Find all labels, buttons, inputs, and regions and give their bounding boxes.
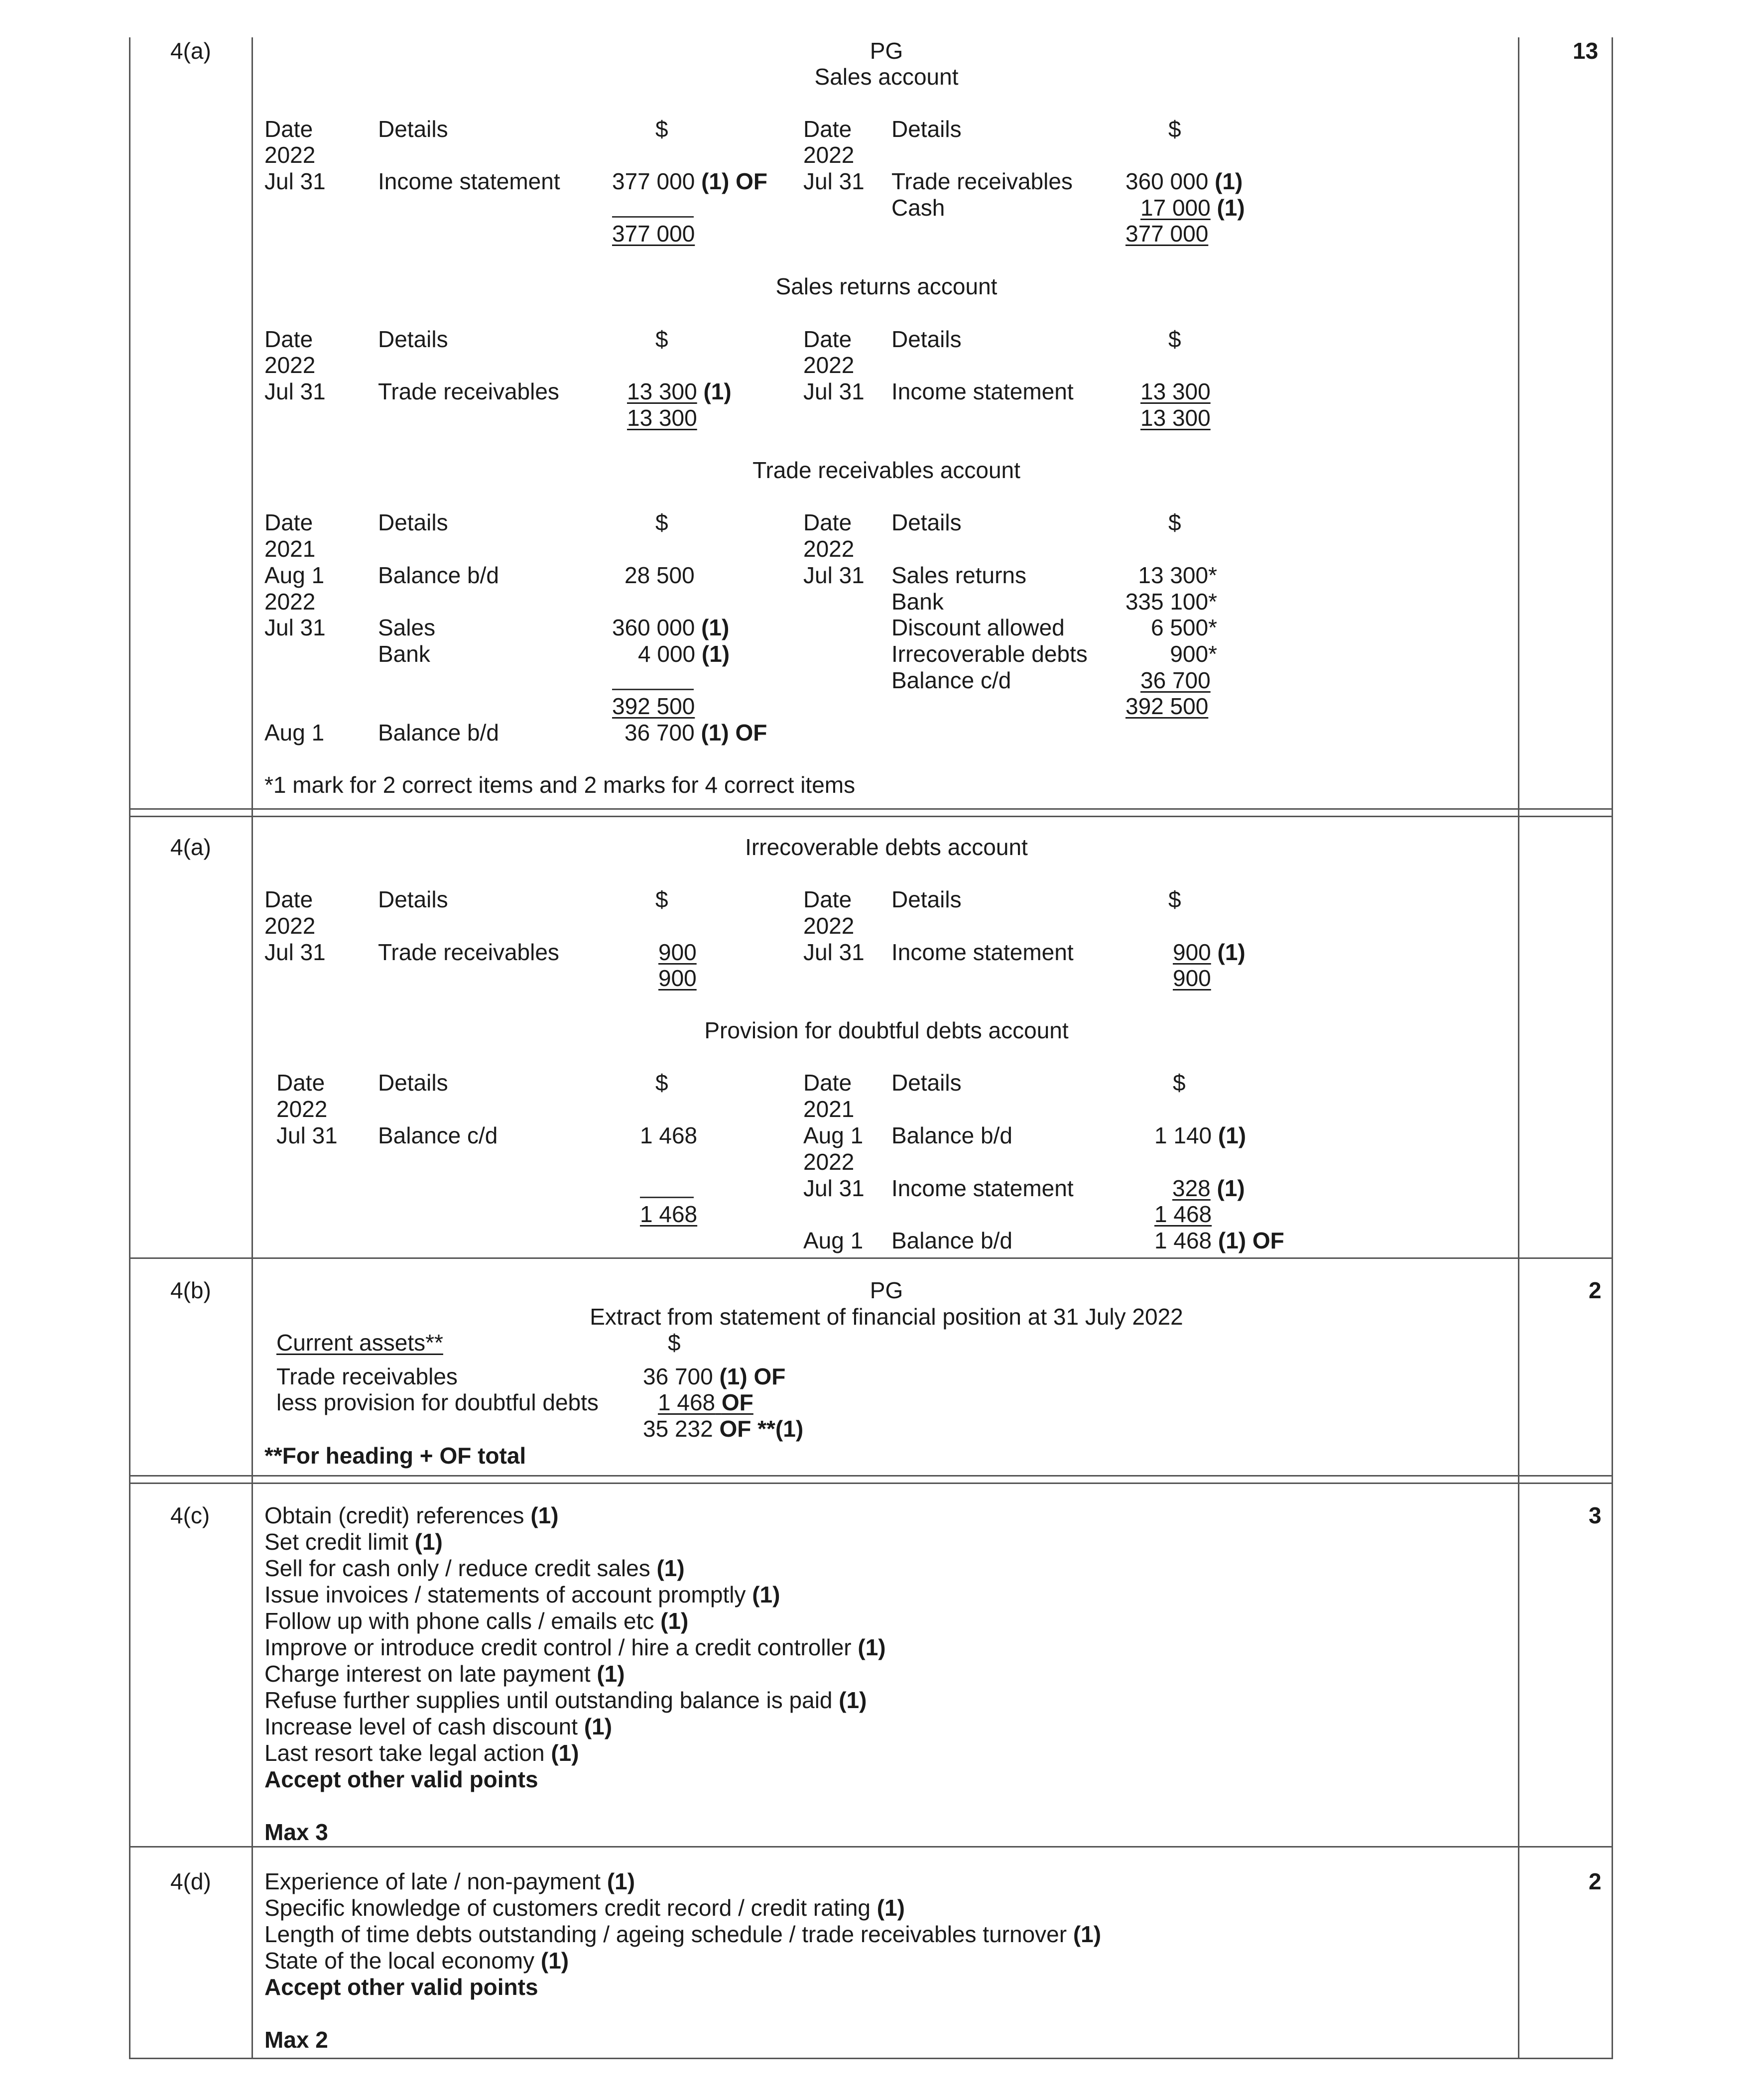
line-label: less provision for doubtful debts	[276, 1389, 599, 1415]
mark-annotation: (1)	[530, 1502, 559, 1528]
col-date-header: Date	[803, 509, 852, 535]
year-label: 2022	[803, 913, 855, 939]
col-details-header: Details	[891, 1070, 962, 1096]
account-title: Sales account	[814, 64, 959, 90]
col-dollar-header: $	[668, 1330, 681, 1356]
mark-annotation: (1)	[701, 615, 730, 640]
line-label: Trade receivables	[276, 1363, 458, 1389]
entry-details: Sales returns	[891, 562, 1027, 588]
mark-annotation: (1) OF	[701, 168, 767, 194]
company-heading: PG	[870, 1277, 903, 1303]
entry-amount: 360 000 (1)	[612, 615, 730, 640]
mark-annotation: (1)	[752, 1582, 780, 1607]
entry-details: Discount allowed	[891, 615, 1065, 640]
row-divider-2	[129, 1257, 1613, 1259]
mark-annotation: (1)	[876, 1895, 905, 1921]
col-details-header: Details	[891, 116, 962, 142]
mark-annotation: (1) OF	[701, 720, 767, 745]
mark-annotation: (1)	[858, 1634, 886, 1660]
answer-point: Increase level of cash discount (1)	[264, 1714, 613, 1739]
total-rule	[612, 216, 694, 218]
mark-annotation: (1)	[414, 1529, 443, 1555]
entry-total: 900	[1173, 965, 1211, 991]
answer-point: State of the local economy (1)	[264, 1948, 569, 1974]
answer-point: Set credit limit (1)	[264, 1529, 443, 1555]
answer-point: Issue invoices / statements of account promptly (1)	[264, 1582, 780, 1607]
answer-point: Refuse further supplies until outstanding balance is paid (1)	[264, 1687, 867, 1713]
entry-amount: 900	[658, 939, 697, 965]
line-amount: 35 232 OF **(1)	[643, 1416, 804, 1442]
year-label: 2022	[803, 1149, 855, 1175]
entry-details: Balance b/d	[891, 1122, 1012, 1148]
marks-value: 2	[1589, 1868, 1602, 1894]
mark-annotation: (1)	[584, 1714, 613, 1739]
col-dollar-header: $	[655, 116, 668, 142]
total-rule	[612, 689, 694, 690]
col-date-header: Date	[264, 886, 313, 912]
line-amount: 1 468 OF	[658, 1389, 753, 1415]
col-dollar-header: $	[1173, 1070, 1186, 1096]
statement-title: Extract from statement of financial position at 31 July 2022	[590, 1304, 1183, 1330]
answer-point: Sell for cash only / reduce credit sales (1)	[264, 1555, 685, 1581]
mark-annotation: (1)	[656, 1555, 685, 1581]
entry-details: Irrecoverable debts	[891, 641, 1088, 667]
mark-annotation: (1)	[703, 378, 732, 404]
entry-total: 13 300	[627, 405, 697, 431]
entry-date: Jul 31	[803, 1175, 865, 1201]
entry-total: 392 500	[612, 693, 695, 719]
entry-details: Sales	[378, 615, 436, 640]
accept-note: Accept other valid points	[264, 1974, 538, 2000]
answer-point: Obtain (credit) references (1)	[264, 1502, 559, 1528]
question-label: 4(a)	[170, 834, 211, 860]
account-title: Irrecoverable debts account	[745, 834, 1028, 860]
mark-annotation: (1)	[660, 1608, 689, 1634]
entry-amount: 13 300*	[1138, 562, 1217, 588]
entry-total: 392 500	[1125, 693, 1209, 719]
col-date-header: Date	[803, 1070, 852, 1096]
entry-details: Income statement	[378, 168, 560, 194]
col-dollar-header: $	[655, 1070, 668, 1096]
year-label: 2022	[264, 589, 316, 615]
col-details-header: Details	[378, 326, 448, 352]
marks-value: 13	[1573, 38, 1599, 64]
mark-annotation: (1)	[1218, 1122, 1247, 1148]
year-label: 2021	[803, 1096, 855, 1122]
entry-total: 13 300	[1140, 405, 1211, 431]
entry-amount: 1 140 (1)	[1154, 1122, 1247, 1148]
year-label: 2022	[264, 913, 316, 939]
answer-point: Specific knowledge of customers credit record / credit rating (1)	[264, 1895, 905, 1921]
row-divider-double-3	[129, 1475, 1613, 1484]
entry-amount: 1 468 (1) OF	[1154, 1228, 1284, 1253]
entry-amount: 328 (1)	[1172, 1175, 1245, 1201]
col-dollar-header: $	[655, 326, 668, 352]
col-details-header: Details	[891, 886, 962, 912]
entry-date: Jul 31	[264, 378, 326, 404]
question-label: 4(a)	[170, 38, 211, 64]
table-border-bottom	[129, 2058, 1613, 2059]
question-label: 4(d)	[170, 1868, 211, 1894]
marks-value: 2	[1589, 1277, 1602, 1303]
mark-annotation: (1) OF	[1218, 1228, 1284, 1253]
marks-value: 3	[1589, 1502, 1602, 1528]
account-title: Trade receivables account	[752, 457, 1020, 483]
mark-annotation: (1)	[701, 641, 730, 667]
col-date-header: Date	[264, 326, 313, 352]
marking-note: **For heading + OF total	[264, 1443, 526, 1469]
entry-details: Trade receivables	[378, 939, 559, 965]
company-heading: PG	[870, 38, 903, 64]
mark-annotation: (1)	[1217, 195, 1245, 221]
answer-list	[264, 1502, 886, 1846]
mark-annotation: (1) OF	[719, 1363, 786, 1389]
col-details-header: Details	[378, 1070, 448, 1096]
entry-amount: 900 (1)	[1173, 939, 1246, 965]
col-details-header: Details	[891, 509, 962, 535]
table-divider-question	[251, 37, 253, 2059]
year-label: 2022	[803, 352, 855, 378]
question-label: 4(b)	[170, 1277, 211, 1303]
mark-annotation: OF	[721, 1389, 753, 1415]
col-dollar-header: $	[1168, 886, 1181, 912]
max-marks: Max 3	[264, 1819, 328, 1845]
row-divider-double-1	[129, 808, 1613, 817]
year-label: 2022	[264, 142, 316, 168]
entry-details: Balance b/d	[891, 1228, 1012, 1253]
year-label: 2022	[803, 536, 855, 562]
row-divider-4	[129, 1846, 1613, 1848]
entry-details: Bank	[378, 641, 430, 667]
entry-date: Jul 31	[264, 939, 326, 965]
entry-total: 377 000	[612, 221, 695, 247]
mark-annotation: (1)	[839, 1687, 867, 1713]
total-rule	[640, 1197, 694, 1198]
answer-point: Experience of late / non-payment (1)	[264, 1868, 635, 1894]
entry-details: Trade receivables	[891, 168, 1073, 194]
entry-date: Aug 1	[803, 1122, 864, 1148]
entry-amount: 13 300	[1140, 378, 1211, 404]
col-dollar-header: $	[655, 886, 668, 912]
entry-date: Aug 1	[264, 720, 325, 745]
entry-amount: 13 300 (1)	[627, 378, 732, 404]
entry-date: Jul 31	[264, 168, 326, 194]
answer-point: Length of time debts outstanding / ageing schedule / trade receivables turnover (1)	[264, 1921, 1102, 1947]
entry-details: Balance b/d	[378, 720, 499, 745]
account-title: Sales returns account	[775, 273, 998, 299]
col-dollar-header: $	[1168, 116, 1181, 142]
col-date-header: Date	[803, 326, 852, 352]
max-marks: Max 2	[264, 2027, 328, 2053]
entry-date: Jul 31	[803, 939, 865, 965]
col-date-header: Date	[264, 509, 313, 535]
answer-point: Follow up with phone calls / emails etc (1)	[264, 1608, 689, 1634]
year-label: 2022	[276, 1096, 328, 1122]
entry-amount: 28 500	[624, 562, 695, 588]
col-details-header: Details	[378, 116, 448, 142]
entry-amount: 36 700	[1140, 667, 1211, 693]
question-label: 4(c)	[170, 1502, 210, 1528]
entry-details: Balance c/d	[891, 667, 1011, 693]
entry-total: 377 000	[1125, 221, 1209, 247]
entry-amount: 4 000 (1)	[638, 641, 730, 667]
entry-amount: 1 468	[640, 1122, 698, 1148]
entry-amount: 36 700 (1) OF	[624, 720, 767, 745]
mark-annotation: (1)	[607, 1868, 635, 1894]
entry-total: 1 468	[640, 1201, 698, 1227]
section-heading: Current assets**	[276, 1330, 443, 1356]
marking-note: *1 mark for 2 correct items and 2 marks for 4 correct items	[264, 772, 856, 798]
col-details-header: Details	[378, 509, 448, 535]
col-date-header: Date	[803, 116, 852, 142]
entry-date: Jul 31	[803, 562, 865, 588]
col-dollar-header: $	[1168, 326, 1181, 352]
mark-annotation: (1)	[1217, 1175, 1245, 1201]
entry-date: Aug 1	[264, 562, 325, 588]
entry-date: Jul 31	[803, 168, 865, 194]
mark-annotation: (1)	[1073, 1921, 1102, 1947]
mark-annotation: OF **(1)	[719, 1416, 804, 1442]
entry-date: Jul 31	[803, 378, 865, 404]
entry-details: Income statement	[891, 939, 1074, 965]
answer-point: Charge interest on late payment (1)	[264, 1661, 625, 1687]
table-divider-marks	[1518, 37, 1519, 2059]
col-details-header: Details	[891, 326, 962, 352]
entry-details: Balance c/d	[378, 1122, 498, 1148]
entry-details: Income statement	[891, 1175, 1074, 1201]
entry-details: Balance b/d	[378, 562, 499, 588]
entry-date: Jul 31	[264, 615, 326, 640]
entry-amount: 377 000 (1) OF	[612, 168, 767, 194]
table-border-right	[1612, 37, 1613, 2059]
mark-annotation: (1)	[1217, 939, 1246, 965]
entry-amount: 335 100*	[1125, 589, 1217, 615]
entry-details: Cash	[891, 195, 945, 221]
year-label: 2022	[264, 352, 316, 378]
col-details-header: Details	[378, 886, 448, 912]
entry-amount: 17 000 (1)	[1140, 195, 1245, 221]
answer-list	[264, 1868, 1101, 2053]
line-amount: 36 700 (1) OF	[643, 1363, 786, 1389]
entry-amount: 6 500*	[1150, 615, 1217, 640]
entry-details: Income statement	[891, 378, 1074, 404]
account-title: Provision for doubtful debts account	[704, 1017, 1069, 1043]
entry-details: Trade receivables	[378, 378, 559, 404]
entry-amount: 900*	[1170, 641, 1217, 667]
col-dollar-header: $	[1168, 509, 1181, 535]
accept-note: Accept other valid points	[264, 1766, 538, 1792]
entry-total: 900	[658, 965, 697, 991]
mark-annotation: (1)	[540, 1948, 569, 1974]
col-date-header: Date	[276, 1070, 325, 1096]
mark-annotation: (1)	[597, 1661, 625, 1687]
mark-annotation: (1)	[1215, 168, 1243, 194]
entry-amount: 360 000 (1)	[1125, 168, 1243, 194]
year-label: 2022	[803, 142, 855, 168]
table-border-left	[129, 37, 130, 2059]
entry-date: Jul 31	[276, 1122, 338, 1148]
entry-date: Aug 1	[803, 1228, 864, 1253]
col-date-header: Date	[803, 886, 852, 912]
entry-details: Bank	[891, 589, 944, 615]
col-dollar-header: $	[655, 509, 668, 535]
answer-point: Last resort take legal action (1)	[264, 1740, 579, 1766]
mark-annotation: (1)	[551, 1740, 579, 1766]
year-label: 2021	[264, 536, 316, 562]
col-date-header: Date	[264, 116, 313, 142]
entry-total: 1 468	[1154, 1201, 1212, 1227]
answer-point: Improve or introduce credit control / hire a credit controller (1)	[264, 1634, 886, 1660]
